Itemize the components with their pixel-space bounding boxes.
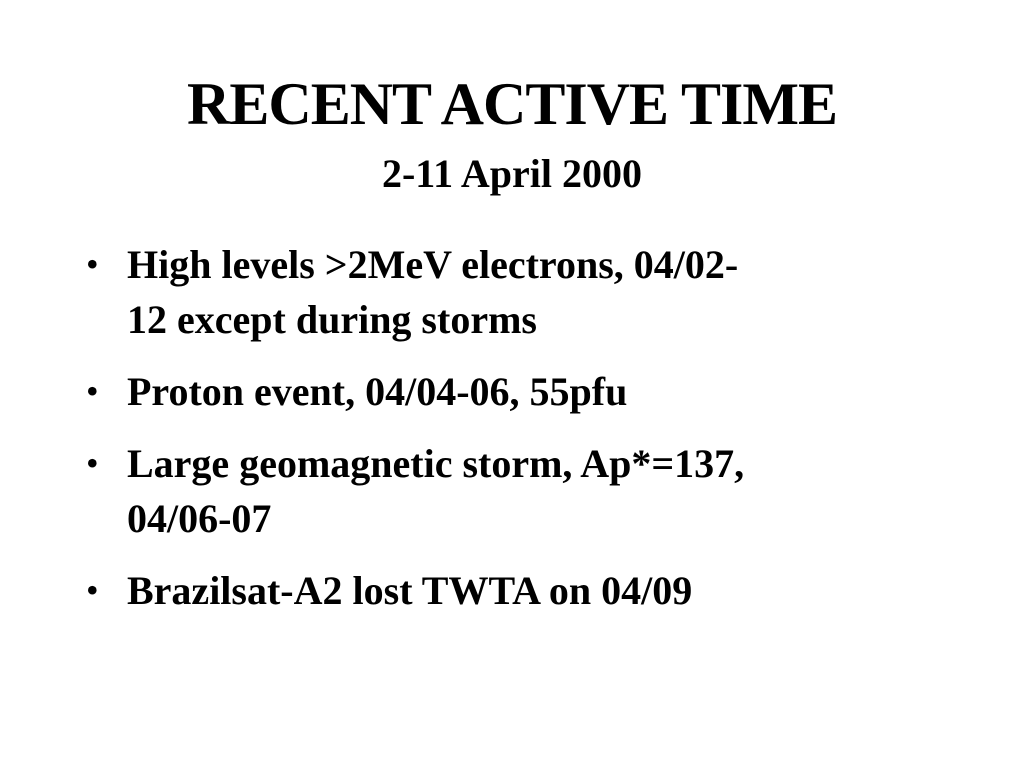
bullet-item-geomagnetic-storm: [86, 436, 966, 546]
bullet-marker: •: [86, 371, 99, 411]
bullet-text-line: Large geomagnetic storm, Ap*=137,: [127, 441, 745, 486]
slide-title: RECENT ACTIVE TIME: [187, 71, 837, 137]
bullet-item-proton-event: [86, 364, 966, 419]
bullet-marker: •: [86, 244, 99, 284]
bullet-marker: •: [86, 443, 99, 483]
bullet-item-brazilsat: [86, 563, 966, 618]
bullet-text-line: Proton event, 04/04-06, 55pfu: [127, 369, 628, 414]
bullet-text-line: High levels >2MeV electrons, 04/02-: [127, 242, 739, 287]
bullet-text-line: Brazilsat-A2 lost TWTA on 04/09: [127, 568, 693, 613]
bullet-text-line: 04/06-07: [127, 496, 272, 541]
slide-subtitle: 2-11 April 2000: [381, 151, 643, 196]
bullet-text-line: 12 except during storms: [127, 297, 537, 342]
bullet-list: [86, 237, 966, 635]
bullet-item-electrons: [86, 237, 966, 347]
bullet-marker: •: [86, 570, 99, 610]
